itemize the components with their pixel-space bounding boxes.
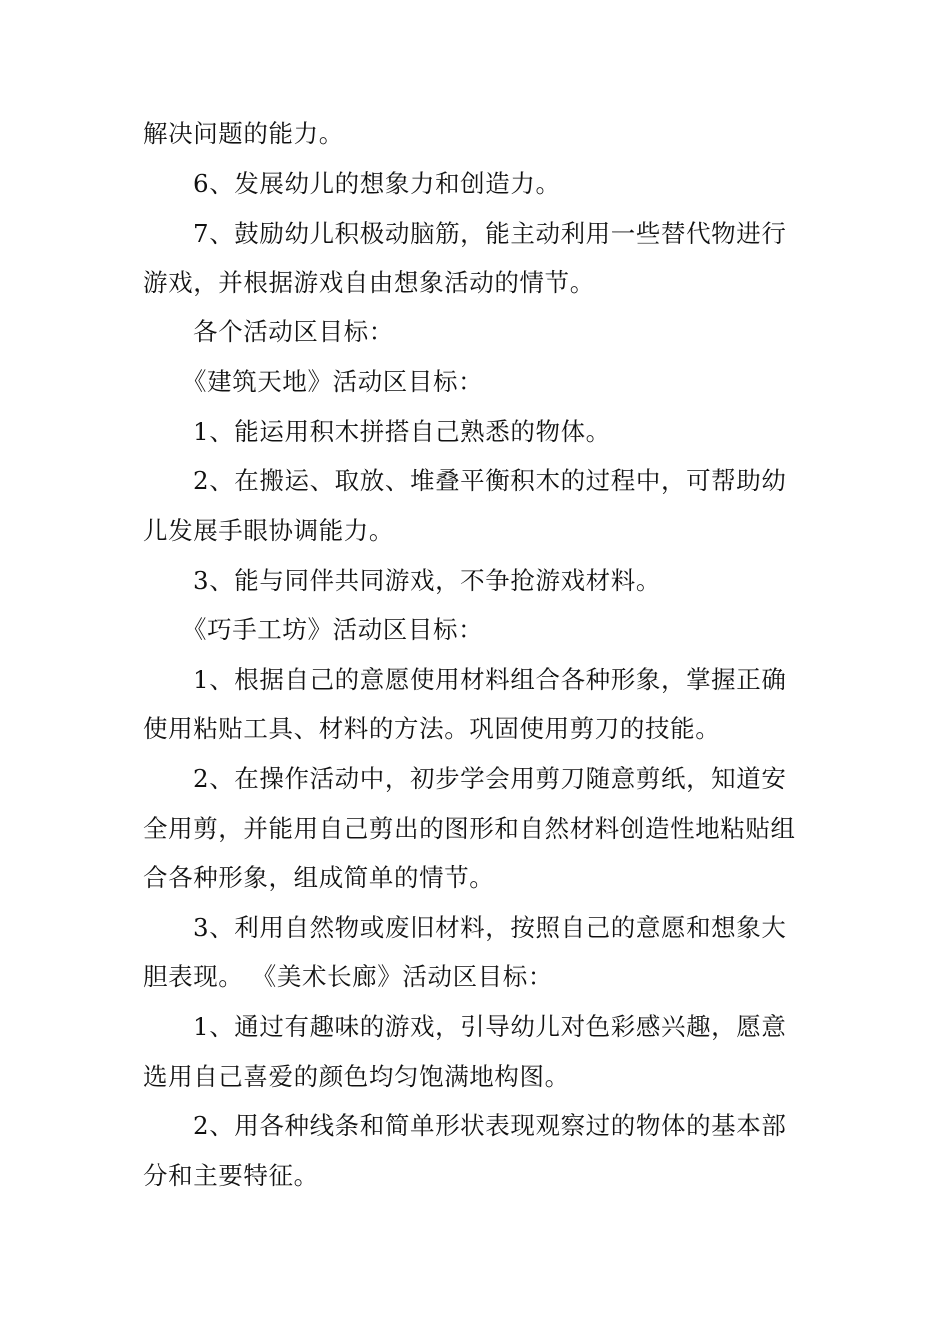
text-line: 游戏，并根据游戏自由想象活动的情节。 — [143, 268, 595, 297]
text-line: 1、根据自己的意愿使用材料组合各种形象，掌握正确 — [193, 665, 787, 694]
text-line: 分和主要特征。 — [143, 1161, 319, 1190]
subsection-heading: 《巧手工坊》活动区目标： — [182, 615, 484, 644]
text-line: 2、在搬运、取放、堆叠平衡积木的过程中，可帮助幼 — [193, 466, 787, 495]
text-line: 3、能与同伴共同游戏，不争抢游戏材料。 — [193, 566, 661, 595]
section-heading: 各个活动区目标： — [193, 317, 394, 346]
text-line: 全用剪，并能用自己剪出的图形和自然材料创造性地粘贴组 — [143, 814, 796, 843]
text-line: 儿发展手眼协调能力。 — [143, 516, 394, 545]
text-line: 1、通过有趣味的游戏，引导幼儿对色彩感兴趣，愿意 — [193, 1012, 787, 1041]
text-line: 7、鼓励幼儿积极动脑筋，能主动利用一些替代物进行 — [193, 219, 787, 248]
text-line: 3、利用自然物或废旧材料，按照自己的意愿和想象大 — [193, 913, 787, 942]
subsection-heading: 《建筑天地》活动区目标： — [182, 367, 484, 396]
text-line: 胆表现。 《美术长廊》活动区目标： — [143, 962, 553, 991]
text-line: 合各种形象，组成简单的情节。 — [143, 863, 495, 892]
text-line: 解决问题的能力。 — [143, 119, 344, 148]
text-line: 2、用各种线条和简单形状表现观察过的物体的基本部 — [193, 1111, 787, 1140]
text-line: 选用自己喜爱的颜色均匀饱满地构图。 — [143, 1062, 570, 1091]
text-line: 使用粘贴工具、材料的方法。巩固使用剪刀的技能。 — [143, 714, 721, 743]
text-line: 1、能运用积木拼搭自己熟悉的物体。 — [193, 417, 611, 446]
text-line: 2、在操作活动中，初步学会用剪刀随意剪纸，知道安 — [193, 764, 787, 793]
text-line: 6、发展幼儿的想象力和创造力。 — [193, 169, 561, 198]
